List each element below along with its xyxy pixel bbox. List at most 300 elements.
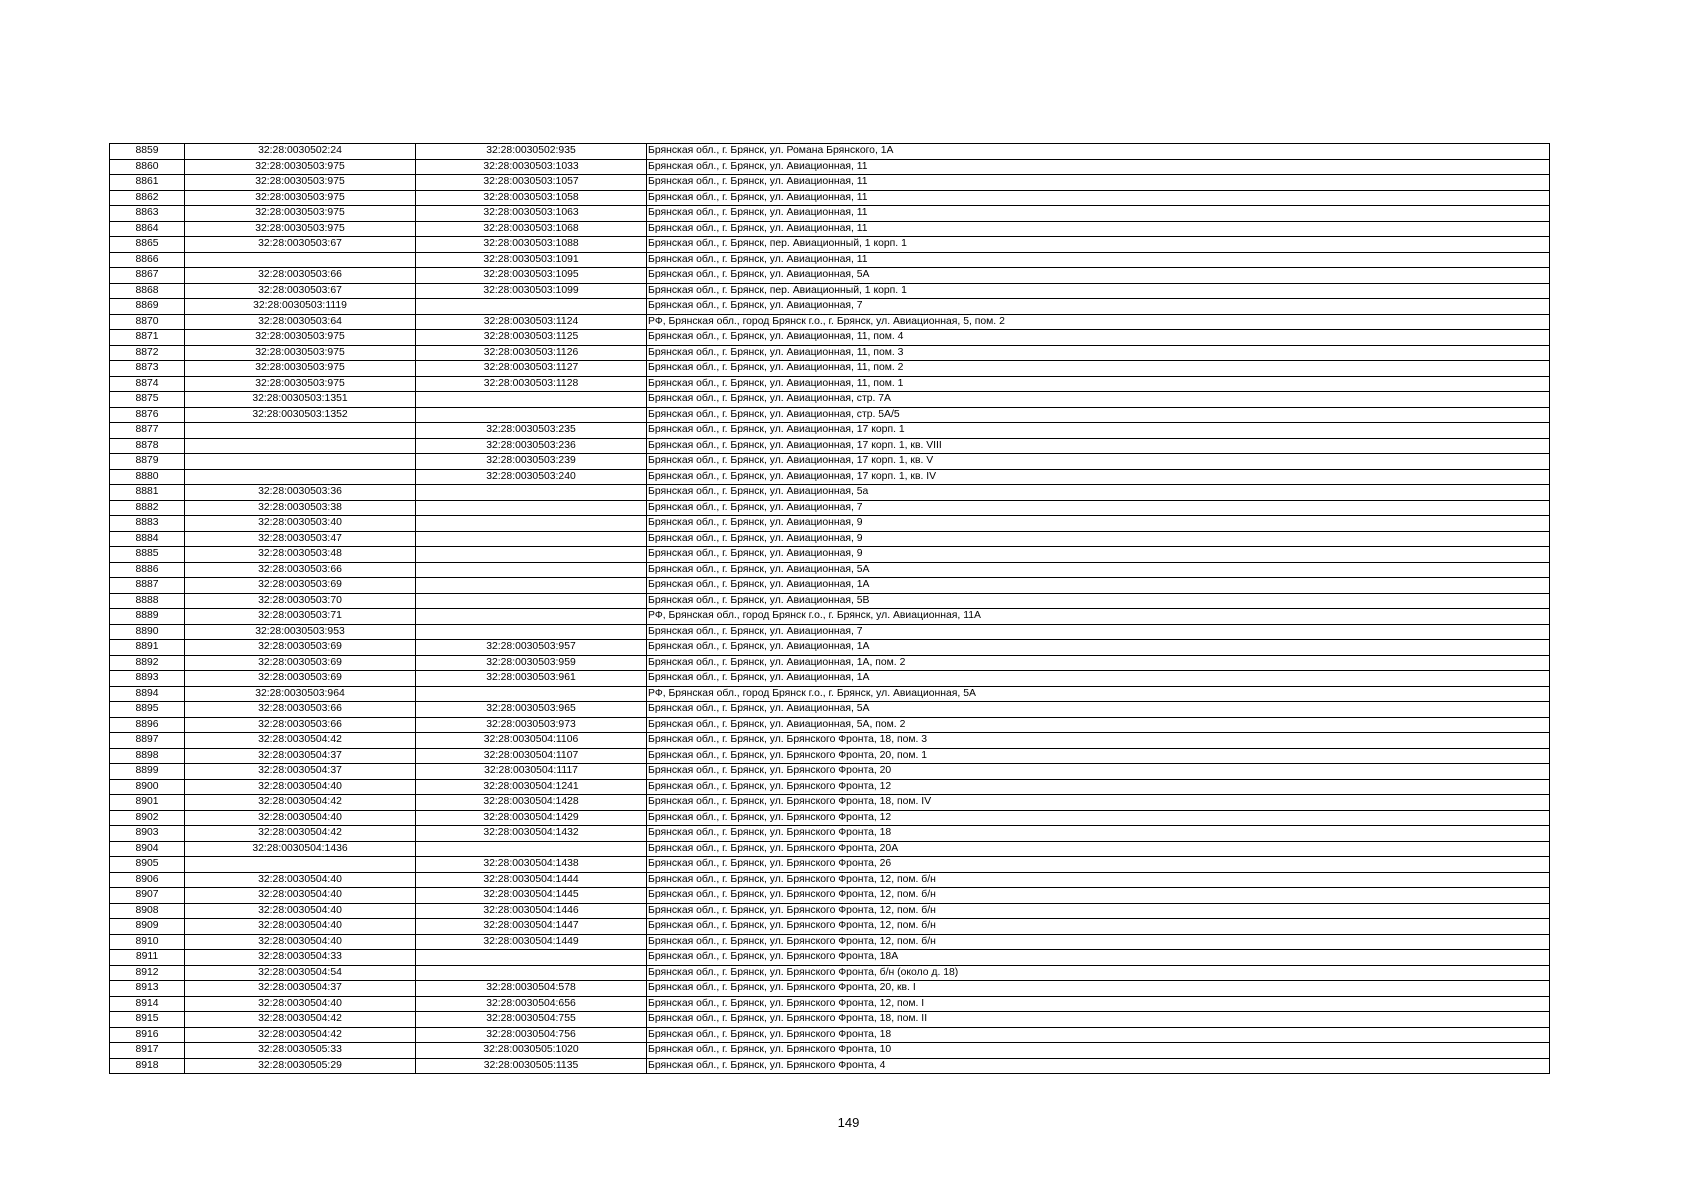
- table-row: [110, 578, 1550, 594]
- cadastral-number-cell: 32:28:0030503:957: [416, 640, 647, 656]
- row-number-cell: 8865: [110, 237, 185, 253]
- parent-cadastral-number-cell: 32:28:0030504:40: [185, 779, 416, 795]
- address-cell: Брянская обл., г. Брянск, ул. Авиационная, 1А: [647, 671, 1550, 687]
- table-row: [110, 175, 1550, 191]
- row-number-cell: 8862: [110, 190, 185, 206]
- parent-cadastral-number-cell: 32:28:0030503:964: [185, 686, 416, 702]
- parent-cadastral-number-cell: 32:28:0030504:42: [185, 795, 416, 811]
- cadastral-number-cell: 32:28:0030503:965: [416, 702, 647, 718]
- cadastral-number-cell: 32:28:0030504:1107: [416, 748, 647, 764]
- cadastral-number-cell: [416, 609, 647, 625]
- address-cell: Брянская обл., г. Брянск, ул. Брянского Фронта, 12, пом. б/н: [647, 872, 1550, 888]
- row-number-cell: 8866: [110, 252, 185, 268]
- parent-cadastral-number-cell: 32:28:0030504:40: [185, 888, 416, 904]
- row-number-cell: 8904: [110, 841, 185, 857]
- table-row: [110, 702, 1550, 718]
- table-row: [110, 252, 1550, 268]
- parent-cadastral-number-cell: 32:28:0030503:975: [185, 190, 416, 206]
- cadastral-number-cell: 32:28:0030504:1444: [416, 872, 647, 888]
- row-number-cell: 8870: [110, 314, 185, 330]
- table-row: [110, 562, 1550, 578]
- cadastral-number-cell: 32:28:0030503:1099: [416, 283, 647, 299]
- cadastral-number-cell: 32:28:0030503:1091: [416, 252, 647, 268]
- cadastral-number-cell: 32:28:0030503:959: [416, 655, 647, 671]
- table-row: [110, 593, 1550, 609]
- parent-cadastral-number-cell: 32:28:0030503:69: [185, 640, 416, 656]
- address-cell: Брянская обл., г. Брянск, ул. Брянского Фронта, 12, пом. б/н: [647, 888, 1550, 904]
- table-row: [110, 686, 1550, 702]
- table-row: [110, 237, 1550, 253]
- table-row: [110, 810, 1550, 826]
- parent-cadastral-number-cell: 32:28:0030504:40: [185, 934, 416, 950]
- address-cell: Брянская обл., г. Брянск, ул. Брянского Фронта, 18: [647, 1027, 1550, 1043]
- parent-cadastral-number-cell: 32:28:0030503:67: [185, 237, 416, 253]
- parent-cadastral-number-cell: 32:28:0030503:64: [185, 314, 416, 330]
- row-number-cell: 8891: [110, 640, 185, 656]
- row-number-cell: 8895: [110, 702, 185, 718]
- address-cell: Брянская обл., г. Брянск, ул. Брянского Фронта, 10: [647, 1043, 1550, 1059]
- address-cell: Брянская обл., г. Брянск, ул. Авиационная, 5а: [647, 485, 1550, 501]
- cadastral-number-cell: 32:28:0030504:1428: [416, 795, 647, 811]
- cadastral-number-cell: [416, 624, 647, 640]
- table-row: [110, 268, 1550, 284]
- row-number-cell: 8902: [110, 810, 185, 826]
- cadastral-number-cell: [416, 562, 647, 578]
- cadastral-number-cell: 32:28:0030503:239: [416, 454, 647, 470]
- table-row: [110, 392, 1550, 408]
- table-row: [110, 283, 1550, 299]
- table-row: [110, 919, 1550, 935]
- table-row: [110, 516, 1550, 532]
- cadastral-number-cell: [416, 578, 647, 594]
- cadastral-number-cell: 32:28:0030504:1438: [416, 857, 647, 873]
- address-cell: Брянская обл., г. Брянск, ул. Авиационная, 11, пом. 4: [647, 330, 1550, 346]
- parent-cadastral-number-cell: 32:28:0030503:70: [185, 593, 416, 609]
- row-number-cell: 8878: [110, 438, 185, 454]
- address-cell: Брянская обл., г. Брянск, ул. Авиационная, стр. 5А/5: [647, 407, 1550, 423]
- cadastral-number-cell: 32:28:0030503:973: [416, 717, 647, 733]
- row-number-cell: 8868: [110, 283, 185, 299]
- address-cell: Брянская обл., г. Брянск, ул. Брянского Фронта, 18: [647, 826, 1550, 842]
- row-number-cell: 8912: [110, 965, 185, 981]
- address-cell: Брянская обл., г. Брянск, ул. Авиационная, 9: [647, 516, 1550, 532]
- address-cell: РФ, Брянская обл., город Брянск г.о., г. Брянск, ул. Авиационная, 5А: [647, 686, 1550, 702]
- table-row: [110, 717, 1550, 733]
- table-row: [110, 733, 1550, 749]
- row-number-cell: 8910: [110, 934, 185, 950]
- table-row: [110, 934, 1550, 950]
- cadastral-number-cell: 32:28:0030503:1128: [416, 376, 647, 392]
- parent-cadastral-number-cell: 32:28:0030502:24: [185, 144, 416, 160]
- row-number-cell: 8909: [110, 919, 185, 935]
- row-number-cell: 8861: [110, 175, 185, 191]
- row-number-cell: 8887: [110, 578, 185, 594]
- row-number-cell: 8860: [110, 159, 185, 175]
- registry-table-body: [110, 144, 1550, 1074]
- parent-cadastral-number-cell: 32:28:0030503:66: [185, 268, 416, 284]
- table-row: [110, 779, 1550, 795]
- parent-cadastral-number-cell: 32:28:0030503:975: [185, 330, 416, 346]
- page-number: 149: [837, 1115, 860, 1130]
- table-row: [110, 795, 1550, 811]
- row-number-cell: 8886: [110, 562, 185, 578]
- address-cell: Брянская обл., г. Брянск, ул. Авиационная, 5А: [647, 702, 1550, 718]
- cadastral-number-cell: 32:28:0030503:1068: [416, 221, 647, 237]
- address-cell: Брянская обл., г. Брянск, ул. Авиационная, стр. 7А: [647, 392, 1550, 408]
- address-cell: Брянская обл., г. Брянск, ул. Брянского Фронта, 18А: [647, 950, 1550, 966]
- row-number-cell: 8864: [110, 221, 185, 237]
- cadastral-number-cell: [416, 407, 647, 423]
- row-number-cell: 8888: [110, 593, 185, 609]
- table-row: [110, 888, 1550, 904]
- table-row: [110, 531, 1550, 547]
- parent-cadastral-number-cell: 32:28:0030505:29: [185, 1058, 416, 1074]
- row-number-cell: 8871: [110, 330, 185, 346]
- table-row: [110, 361, 1550, 377]
- parent-cadastral-number-cell: 32:28:0030503:69: [185, 671, 416, 687]
- address-cell: Брянская обл., г. Брянск, ул. Авиационная, 11: [647, 221, 1550, 237]
- row-number-cell: 8884: [110, 531, 185, 547]
- cadastral-number-cell: [416, 950, 647, 966]
- table-row: [110, 345, 1550, 361]
- parent-cadastral-number-cell: 32:28:0030503:953: [185, 624, 416, 640]
- address-cell: Брянская обл., г. Брянск, ул. Брянского Фронта, 26: [647, 857, 1550, 873]
- cadastral-number-cell: 32:28:0030504:656: [416, 996, 647, 1012]
- parent-cadastral-number-cell: 32:28:0030504:37: [185, 764, 416, 780]
- row-number-cell: 8889: [110, 609, 185, 625]
- parent-cadastral-number-cell: 32:28:0030504:42: [185, 826, 416, 842]
- cadastral-number-cell: 32:28:0030505:1020: [416, 1043, 647, 1059]
- cadastral-number-cell: [416, 841, 647, 857]
- table-row: [110, 1012, 1550, 1028]
- cadastral-number-cell: 32:28:0030503:1057: [416, 175, 647, 191]
- row-number-cell: 8897: [110, 733, 185, 749]
- table-row: [110, 903, 1550, 919]
- row-number-cell: 8893: [110, 671, 185, 687]
- address-cell: Брянская обл., г. Брянск, ул. Брянского Фронта, 4: [647, 1058, 1550, 1074]
- address-cell: Брянская обл., г. Брянск, ул. Авиационная, 17 корп. 1, кв. V: [647, 454, 1550, 470]
- row-number-cell: 8894: [110, 686, 185, 702]
- row-number-cell: 8913: [110, 981, 185, 997]
- parent-cadastral-number-cell: 32:28:0030503:47: [185, 531, 416, 547]
- table-row: [110, 1027, 1550, 1043]
- address-cell: Брянская обл., г. Брянск, ул. Брянского Фронта, 18, пом. IV: [647, 795, 1550, 811]
- cadastral-number-cell: [416, 547, 647, 563]
- row-number-cell: 8911: [110, 950, 185, 966]
- row-number-cell: 8903: [110, 826, 185, 842]
- cadastral-number-cell: 32:28:0030503:235: [416, 423, 647, 439]
- address-cell: Брянская обл., г. Брянск, ул. Романа Брянского, 1А: [647, 144, 1550, 160]
- cadastral-number-cell: 32:28:0030503:1125: [416, 330, 647, 346]
- address-cell: Брянская обл., г. Брянск, пер. Авиационный, 1 корп. 1: [647, 283, 1550, 299]
- address-cell: Брянская обл., г. Брянск, ул. Авиационная, 17 корп. 1, кв. VIII: [647, 438, 1550, 454]
- parent-cadastral-number-cell: 32:28:0030504:54: [185, 965, 416, 981]
- address-cell: Брянская обл., г. Брянск, ул. Авиационная, 5В: [647, 593, 1550, 609]
- cadastral-number-cell: 32:28:0030503:1088: [416, 237, 647, 253]
- address-cell: Брянская обл., г. Брянск, ул. Брянского Фронта, 12, пом. б/н: [647, 919, 1550, 935]
- table-row: [110, 965, 1550, 981]
- parent-cadastral-number-cell: [185, 423, 416, 439]
- address-cell: Брянская обл., г. Брянск, ул. Брянского Фронта, 20, кв. I: [647, 981, 1550, 997]
- address-cell: Брянская обл., г. Брянск, ул. Авиационная, 17 корп. 1, кв. IV: [647, 469, 1550, 485]
- address-cell: Брянская обл., г. Брянск, ул. Авиационная, 11: [647, 252, 1550, 268]
- parent-cadastral-number-cell: 32:28:0030503:38: [185, 500, 416, 516]
- table-row: [110, 485, 1550, 501]
- table-row: [110, 671, 1550, 687]
- row-number-cell: 8879: [110, 454, 185, 470]
- parent-cadastral-number-cell: 32:28:0030503:975: [185, 221, 416, 237]
- cadastral-number-cell: [416, 686, 647, 702]
- parent-cadastral-number-cell: 32:28:0030503:66: [185, 717, 416, 733]
- parent-cadastral-number-cell: 32:28:0030504:40: [185, 996, 416, 1012]
- row-number-cell: 8916: [110, 1027, 185, 1043]
- cadastral-number-cell: 32:28:0030504:1449: [416, 934, 647, 950]
- row-number-cell: 8875: [110, 392, 185, 408]
- address-cell: Брянская обл., г. Брянск, ул. Авиационная, 5А: [647, 268, 1550, 284]
- address-cell: Брянская обл., г. Брянск, ул. Брянского Фронта, 20А: [647, 841, 1550, 857]
- cadastral-number-cell: 32:28:0030502:935: [416, 144, 647, 160]
- cadastral-number-cell: 32:28:0030503:1124: [416, 314, 647, 330]
- parent-cadastral-number-cell: 32:28:0030503:48: [185, 547, 416, 563]
- table-row: [110, 469, 1550, 485]
- parent-cadastral-number-cell: 32:28:0030505:33: [185, 1043, 416, 1059]
- parent-cadastral-number-cell: 32:28:0030503:66: [185, 702, 416, 718]
- address-cell: Брянская обл., г. Брянск, ул. Авиационная, 5А: [647, 562, 1550, 578]
- table-row: [110, 996, 1550, 1012]
- parent-cadastral-number-cell: 32:28:0030503:1352: [185, 407, 416, 423]
- row-number-cell: 8905: [110, 857, 185, 873]
- cadastral-number-cell: 32:28:0030504:1117: [416, 764, 647, 780]
- row-number-cell: 8908: [110, 903, 185, 919]
- address-cell: Брянская обл., г. Брянск, ул. Брянского Фронта, 18, пом. 3: [647, 733, 1550, 749]
- parent-cadastral-number-cell: 32:28:0030504:40: [185, 872, 416, 888]
- row-number-cell: 8883: [110, 516, 185, 532]
- registry-table: [109, 143, 1550, 1074]
- cadastral-number-cell: 32:28:0030504:578: [416, 981, 647, 997]
- address-cell: Брянская обл., г. Брянск, ул. Брянского Фронта, 12: [647, 810, 1550, 826]
- table-row: [110, 454, 1550, 470]
- cadastral-number-cell: 32:28:0030503:236: [416, 438, 647, 454]
- table-row: [110, 407, 1550, 423]
- table-row: [110, 640, 1550, 656]
- address-cell: Брянская обл., г. Брянск, ул. Авиационная, 5А, пом. 2: [647, 717, 1550, 733]
- row-number-cell: 8899: [110, 764, 185, 780]
- table-row: [110, 299, 1550, 315]
- row-number-cell: 8898: [110, 748, 185, 764]
- address-cell: Брянская обл., г. Брянск, ул. Брянского Фронта, 20: [647, 764, 1550, 780]
- row-number-cell: 8892: [110, 655, 185, 671]
- table-row: [110, 841, 1550, 857]
- table-row: [110, 159, 1550, 175]
- address-cell: Брянская обл., г. Брянск, ул. Авиационная, 9: [647, 547, 1550, 563]
- cadastral-number-cell: 32:28:0030504:1447: [416, 919, 647, 935]
- table-row: [110, 857, 1550, 873]
- table-row: [110, 221, 1550, 237]
- address-cell: Брянская обл., г. Брянск, пер. Авиационный, 1 корп. 1: [647, 237, 1550, 253]
- cadastral-number-cell: 32:28:0030503:1063: [416, 206, 647, 222]
- table-row: [110, 144, 1550, 160]
- cadastral-number-cell: [416, 485, 647, 501]
- row-number-cell: 8880: [110, 469, 185, 485]
- parent-cadastral-number-cell: [185, 252, 416, 268]
- table-row: [110, 655, 1550, 671]
- parent-cadastral-number-cell: 32:28:0030503:975: [185, 361, 416, 377]
- cadastral-number-cell: 32:28:0030504:1106: [416, 733, 647, 749]
- table-row: [110, 1058, 1550, 1074]
- table-row: [110, 950, 1550, 966]
- parent-cadastral-number-cell: 32:28:0030504:37: [185, 748, 416, 764]
- address-cell: Брянская обл., г. Брянск, ул. Авиационная, 11: [647, 175, 1550, 191]
- row-number-cell: 8881: [110, 485, 185, 501]
- table-row: [110, 330, 1550, 346]
- parent-cadastral-number-cell: 32:28:0030503:66: [185, 562, 416, 578]
- parent-cadastral-number-cell: 32:28:0030503:975: [185, 345, 416, 361]
- cadastral-number-cell: [416, 516, 647, 532]
- address-cell: Брянская обл., г. Брянск, ул. Авиационная, 7: [647, 299, 1550, 315]
- cadastral-number-cell: 32:28:0030503:1033: [416, 159, 647, 175]
- address-cell: Брянская обл., г. Брянск, ул. Брянского Фронта, 12, пом. б/н: [647, 903, 1550, 919]
- parent-cadastral-number-cell: 32:28:0030503:69: [185, 578, 416, 594]
- row-number-cell: 8869: [110, 299, 185, 315]
- parent-cadastral-number-cell: 32:28:0030504:42: [185, 1012, 416, 1028]
- parent-cadastral-number-cell: 32:28:0030504:33: [185, 950, 416, 966]
- row-number-cell: 8874: [110, 376, 185, 392]
- row-number-cell: 8914: [110, 996, 185, 1012]
- address-cell: Брянская обл., г. Брянск, ул. Авиационная, 7: [647, 500, 1550, 516]
- parent-cadastral-number-cell: 32:28:0030503:40: [185, 516, 416, 532]
- table-row: [110, 206, 1550, 222]
- cadastral-number-cell: 32:28:0030505:1135: [416, 1058, 647, 1074]
- address-cell: Брянская обл., г. Брянск, ул. Авиационная, 1А, пом. 2: [647, 655, 1550, 671]
- cadastral-number-cell: [416, 299, 647, 315]
- cadastral-number-cell: [416, 500, 647, 516]
- address-cell: Брянская обл., г. Брянск, ул. Авиационная, 11: [647, 159, 1550, 175]
- table-row: [110, 981, 1550, 997]
- address-cell: Брянская обл., г. Брянск, ул. Авиационная, 11, пом. 1: [647, 376, 1550, 392]
- cadastral-number-cell: 32:28:0030504:1429: [416, 810, 647, 826]
- address-cell: Брянская обл., г. Брянск, ул. Брянского Фронта, 18, пом. II: [647, 1012, 1550, 1028]
- row-number-cell: 8872: [110, 345, 185, 361]
- address-cell: РФ, Брянская обл., город Брянск г.о., г. Брянск, ул. Авиационная, 11А: [647, 609, 1550, 625]
- parent-cadastral-number-cell: 32:28:0030503:975: [185, 159, 416, 175]
- address-cell: Брянская обл., г. Брянск, ул. Авиационная, 11: [647, 190, 1550, 206]
- parent-cadastral-number-cell: 32:28:0030504:37: [185, 981, 416, 997]
- table-row: [110, 764, 1550, 780]
- cadastral-number-cell: 32:28:0030504:1446: [416, 903, 647, 919]
- row-number-cell: 8906: [110, 872, 185, 888]
- table-row: [110, 872, 1550, 888]
- row-number-cell: 8876: [110, 407, 185, 423]
- cadastral-number-cell: 32:28:0030503:1126: [416, 345, 647, 361]
- cadastral-number-cell: [416, 392, 647, 408]
- parent-cadastral-number-cell: 32:28:0030503:1119: [185, 299, 416, 315]
- row-number-cell: 8867: [110, 268, 185, 284]
- cadastral-number-cell: [416, 531, 647, 547]
- table-row: [110, 376, 1550, 392]
- cadastral-number-cell: 32:28:0030503:240: [416, 469, 647, 485]
- cadastral-number-cell: 32:28:0030503:1127: [416, 361, 647, 377]
- row-number-cell: 8917: [110, 1043, 185, 1059]
- parent-cadastral-number-cell: [185, 454, 416, 470]
- parent-cadastral-number-cell: 32:28:0030503:71: [185, 609, 416, 625]
- cadastral-number-cell: 32:28:0030504:756: [416, 1027, 647, 1043]
- row-number-cell: 8885: [110, 547, 185, 563]
- row-number-cell: 8918: [110, 1058, 185, 1074]
- row-number-cell: 8873: [110, 361, 185, 377]
- parent-cadastral-number-cell: [185, 438, 416, 454]
- parent-cadastral-number-cell: 32:28:0030503:69: [185, 655, 416, 671]
- parent-cadastral-number-cell: [185, 469, 416, 485]
- table-row: [110, 547, 1550, 563]
- table-row: [110, 500, 1550, 516]
- parent-cadastral-number-cell: 32:28:0030503:975: [185, 376, 416, 392]
- address-cell: Брянская обл., г. Брянск, ул. Авиационная, 7: [647, 624, 1550, 640]
- table-row: [110, 1043, 1550, 1059]
- table-row: [110, 826, 1550, 842]
- address-cell: Брянская обл., г. Брянск, ул. Брянского Фронта, 12, пом. б/н: [647, 934, 1550, 950]
- table-row: [110, 438, 1550, 454]
- parent-cadastral-number-cell: 32:28:0030503:36: [185, 485, 416, 501]
- parent-cadastral-number-cell: 32:28:0030504:1436: [185, 841, 416, 857]
- cadastral-number-cell: 32:28:0030503:1058: [416, 190, 647, 206]
- cadastral-number-cell: 32:28:0030504:1445: [416, 888, 647, 904]
- address-cell: РФ, Брянская обл., город Брянск г.о., г. Брянск, ул. Авиационная, 5, пом. 2: [647, 314, 1550, 330]
- address-cell: Брянская обл., г. Брянск, ул. Авиационная, 17 корп. 1: [647, 423, 1550, 439]
- row-number-cell: 8900: [110, 779, 185, 795]
- row-number-cell: 8907: [110, 888, 185, 904]
- table-row: [110, 190, 1550, 206]
- table-row: [110, 748, 1550, 764]
- cadastral-number-cell: 32:28:0030503:961: [416, 671, 647, 687]
- address-cell: Брянская обл., г. Брянск, ул. Брянского Фронта, 12: [647, 779, 1550, 795]
- parent-cadastral-number-cell: 32:28:0030503:975: [185, 175, 416, 191]
- cadastral-number-cell: 32:28:0030504:1432: [416, 826, 647, 842]
- cadastral-number-cell: 32:28:0030504:1241: [416, 779, 647, 795]
- address-cell: Брянская обл., г. Брянск, ул. Брянского Фронта, 20, пом. 1: [647, 748, 1550, 764]
- row-number-cell: 8901: [110, 795, 185, 811]
- parent-cadastral-number-cell: 32:28:0030504:40: [185, 903, 416, 919]
- address-cell: Брянская обл., г. Брянск, ул. Авиационная, 11, пом. 2: [647, 361, 1550, 377]
- row-number-cell: 8915: [110, 1012, 185, 1028]
- parent-cadastral-number-cell: 32:28:0030504:42: [185, 1027, 416, 1043]
- parent-cadastral-number-cell: 32:28:0030504:42: [185, 733, 416, 749]
- address-cell: Брянская обл., г. Брянск, ул. Авиационная, 11, пом. 3: [647, 345, 1550, 361]
- address-cell: Брянская обл., г. Брянск, ул. Авиационная, 9: [647, 531, 1550, 547]
- parent-cadastral-number-cell: 32:28:0030503:975: [185, 206, 416, 222]
- parent-cadastral-number-cell: 32:28:0030504:40: [185, 810, 416, 826]
- parent-cadastral-number-cell: 32:28:0030504:40: [185, 919, 416, 935]
- table-row: [110, 624, 1550, 640]
- parent-cadastral-number-cell: [185, 857, 416, 873]
- cadastral-number-cell: [416, 965, 647, 981]
- row-number-cell: 8896: [110, 717, 185, 733]
- address-cell: Брянская обл., г. Брянск, ул. Брянского Фронта, б/н (около д. 18): [647, 965, 1550, 981]
- cadastral-number-cell: 32:28:0030503:1095: [416, 268, 647, 284]
- parent-cadastral-number-cell: 32:28:0030503:67: [185, 283, 416, 299]
- row-number-cell: 8890: [110, 624, 185, 640]
- cadastral-number-cell: [416, 593, 647, 609]
- table-row: [110, 423, 1550, 439]
- row-number-cell: 8877: [110, 423, 185, 439]
- row-number-cell: 8859: [110, 144, 185, 160]
- parent-cadastral-number-cell: 32:28:0030503:1351: [185, 392, 416, 408]
- table-row: [110, 609, 1550, 625]
- address-cell: Брянская обл., г. Брянск, ул. Авиационная, 1А: [647, 578, 1550, 594]
- row-number-cell: 8882: [110, 500, 185, 516]
- address-cell: Брянская обл., г. Брянск, ул. Авиационная, 11: [647, 206, 1550, 222]
- table-row: [110, 314, 1550, 330]
- address-cell: Брянская обл., г. Брянск, ул. Авиационная, 1А: [647, 640, 1550, 656]
